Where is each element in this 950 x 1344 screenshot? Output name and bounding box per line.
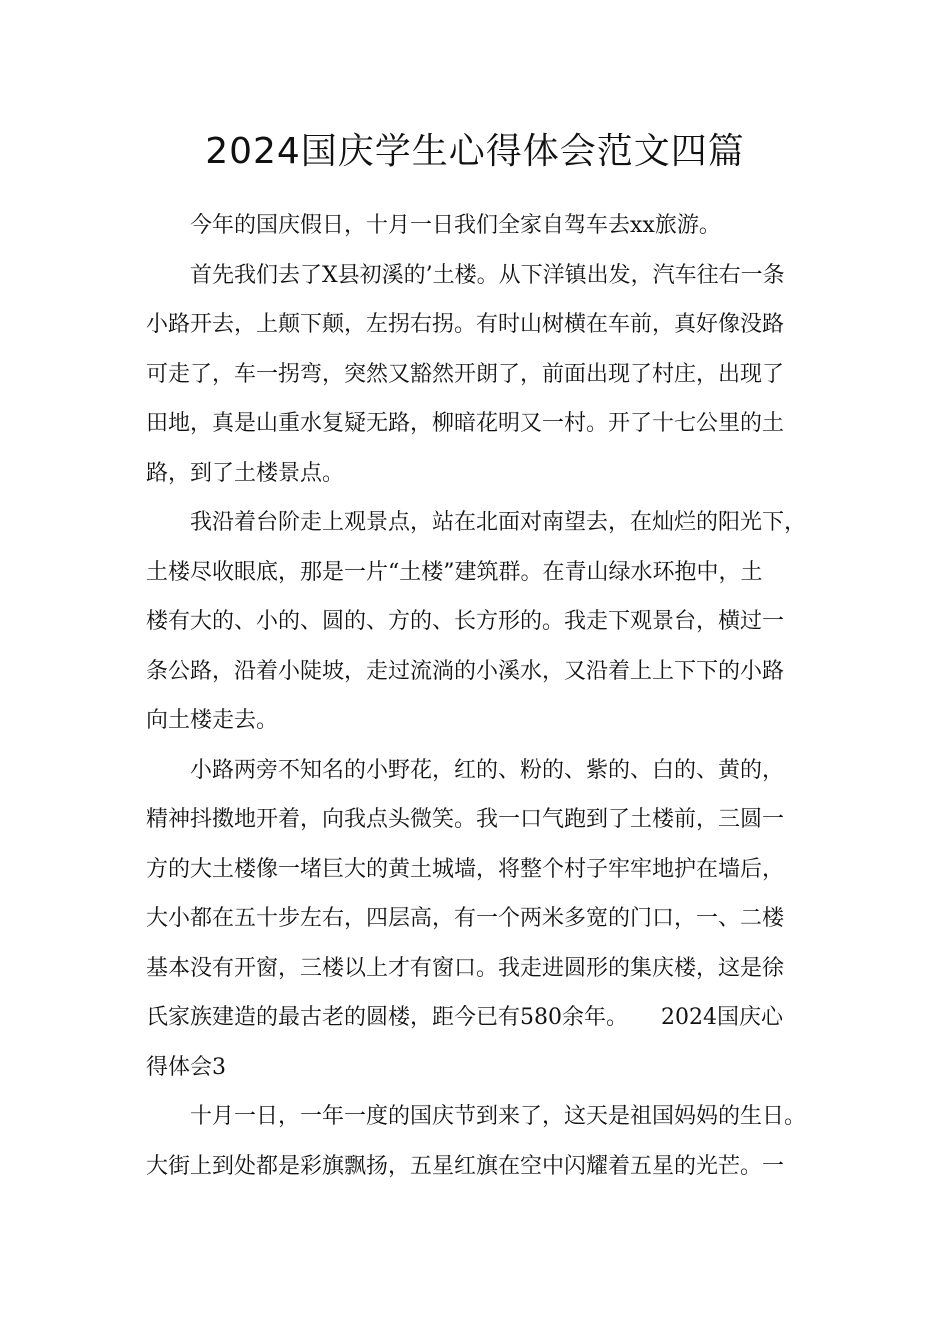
paragraph-5 [146,1092,826,1191]
text-line: 方的大土楼像一堵巨大的黄土城墙，将整个村子牢牢地护在墙后， [146,856,785,882]
text-line: 小路两旁不知名的小野花，红的、粉的、紫的、白的、黄的， [190,757,785,783]
paragraph-1 [146,201,826,251]
text-line: 得体会3 [146,1054,226,1080]
paragraph-3 [146,498,826,746]
paragraph-2 [146,251,826,499]
text-line: 首先我们去了X县初溪的’土楼。从下洋镇出发，汽车往右一条 [190,262,785,288]
text-line: 向土楼走去。 [146,708,279,733]
text-line: 田地，真是山重水复疑无路，柳暗花明又一村。开了十七公里的土 [146,411,785,436]
text-line: 基本没有开窗，三楼以上才有窗口。我走进圆形的集庆楼，这是徐 [146,955,785,981]
text-line: 大小都在五十步左右，四层高，有一个两米多宽的门口，一、二楼 [146,906,785,931]
document-title: 2024国庆学生心得体会范文四篇 [205,131,745,172]
text-line: 今年的国庆假日，十月一日我们全家自驾车去xx旅游。 [190,213,721,238]
text-line: 土楼尽收眼底，那是一片“土楼”建筑群。在青山绿水环抱中，土 [146,559,763,585]
paragraph-4 [146,746,826,1093]
text-line: 路，到了土楼景点。 [146,460,345,486]
document-body [146,201,826,1191]
text-line: 小路开去，上颠下颠，左拐右拐。有时山树横在车前，真好像没路 [146,312,785,337]
text-line: 条公路，沿着小陡坡，走过流淌的小溪水，又沿着上上下下的小路 [146,658,785,684]
text-line: 十月一日，一年一度的国庆节到来了，这天是祖国妈妈的生日。 [190,1104,807,1129]
text-line: 精神抖擞地开着，向我点头微笑。我一口气跑到了土楼前，三圆一 [146,807,785,832]
text-line: 可走了，车一拐弯，突然又豁然开朗了，前面出现了村庄，出现了 [146,361,785,387]
text-line: 我沿着台阶走上观景点，站在北面对南望去，在灿烂的阳光下， [190,510,807,535]
text-line: 氏家族建造的最古老的圆楼，距今已有580余年。 2024国庆心 [146,1005,783,1030]
text-line: 楼有大的、小的、圆的、方的、长方形的。我走下观景台，横过一 [146,609,785,634]
text-line: 大街上到处都是彩旗飘扬，五星红旗在空中闪耀着五星的光芒。一 [146,1153,785,1179]
